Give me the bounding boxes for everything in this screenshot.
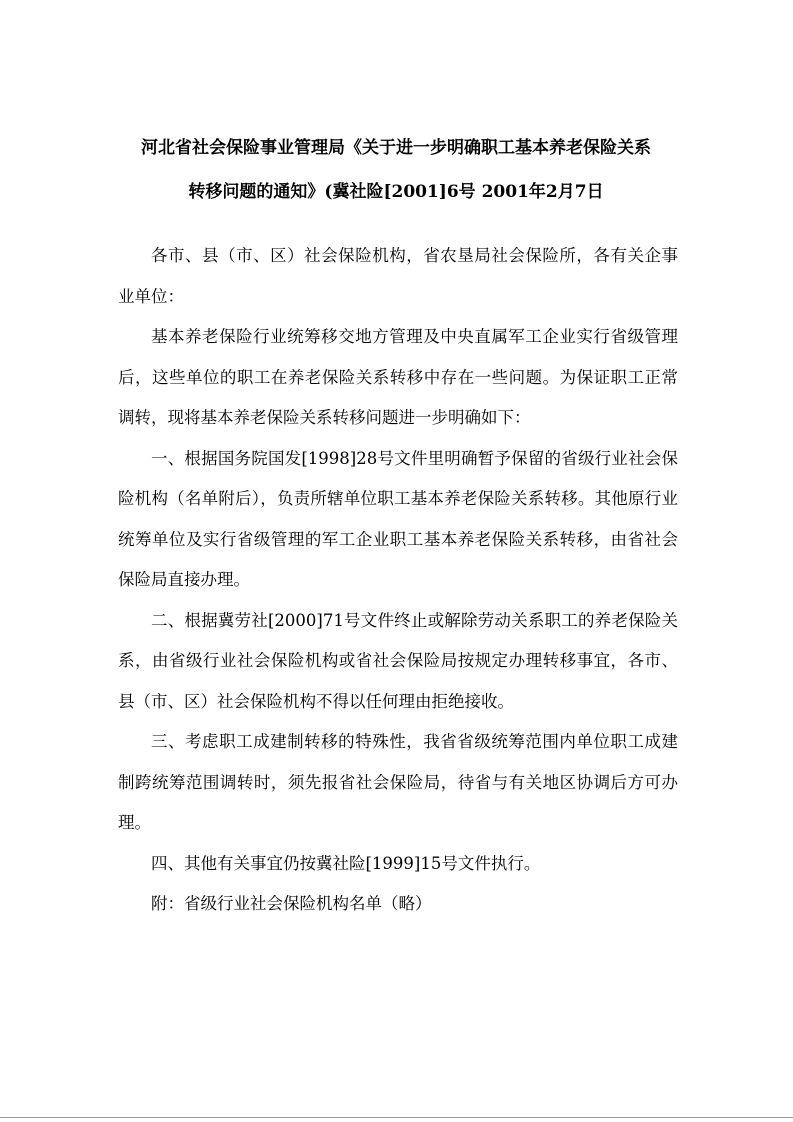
paragraph-item-2: 二、根据冀劳社[2000]71号文件终止或解除劳动关系职工的养老保险关系，由省级行业社会保险机构或省社会保险局按规定办理转移事宜，各市、县（市、区）社会保险机构不得以任何理由拒绝接收。: [118, 610, 678, 711]
paragraph-intro: 基本养老保险行业统筹移交地方管理及中央直属军工企业实行省级管理后，这些单位的职工在养老保险关系转移中存在一些问题。为保证职工正常调转，现将基本养老保险关系转移问题进一步明确如下：: [118, 327, 678, 427]
document-body: [118, 236, 678, 925]
document-title: [110, 126, 682, 214]
title-line-2: 转移问题的通知》(冀社险[2001]6号 2001年2月7日: [188, 182, 604, 202]
attachment-note: 附：省级行业社会保险机构名单（略）: [151, 894, 432, 913]
salutation: 各市、县（市、区）社会保险机构，省农垦局社会保险所，各有关企事业单位：: [118, 246, 678, 306]
paragraph-item-4: 四、其他有关事宜仍按冀社险[1999]15号文件执行。: [151, 853, 541, 873]
paragraph-item-1: 一、根据国务院国发[1998]28号文件里明确暂予保留的省级行业社会保险机构（名单附后），负责所辖单位职工基本养老保险关系转移。其他原行业统筹单位及实行省级管理的军工企业职工基本养老保险关系转移，由省社会保险局直接办理。: [118, 448, 678, 589]
page-bottom-divider: [0, 1117, 793, 1118]
title-line-1: 河北省社会保险事业管理局《关于进一步明确职工基本养老保险关系: [141, 138, 651, 158]
paragraph-item-3: 三、考虑职工成建制转移的特殊性，我省省级统筹范围内单位职工成建制跨统筹范围调转时，须先报省社会保险局，待省与有关地区协调后方可办理。: [118, 732, 678, 832]
